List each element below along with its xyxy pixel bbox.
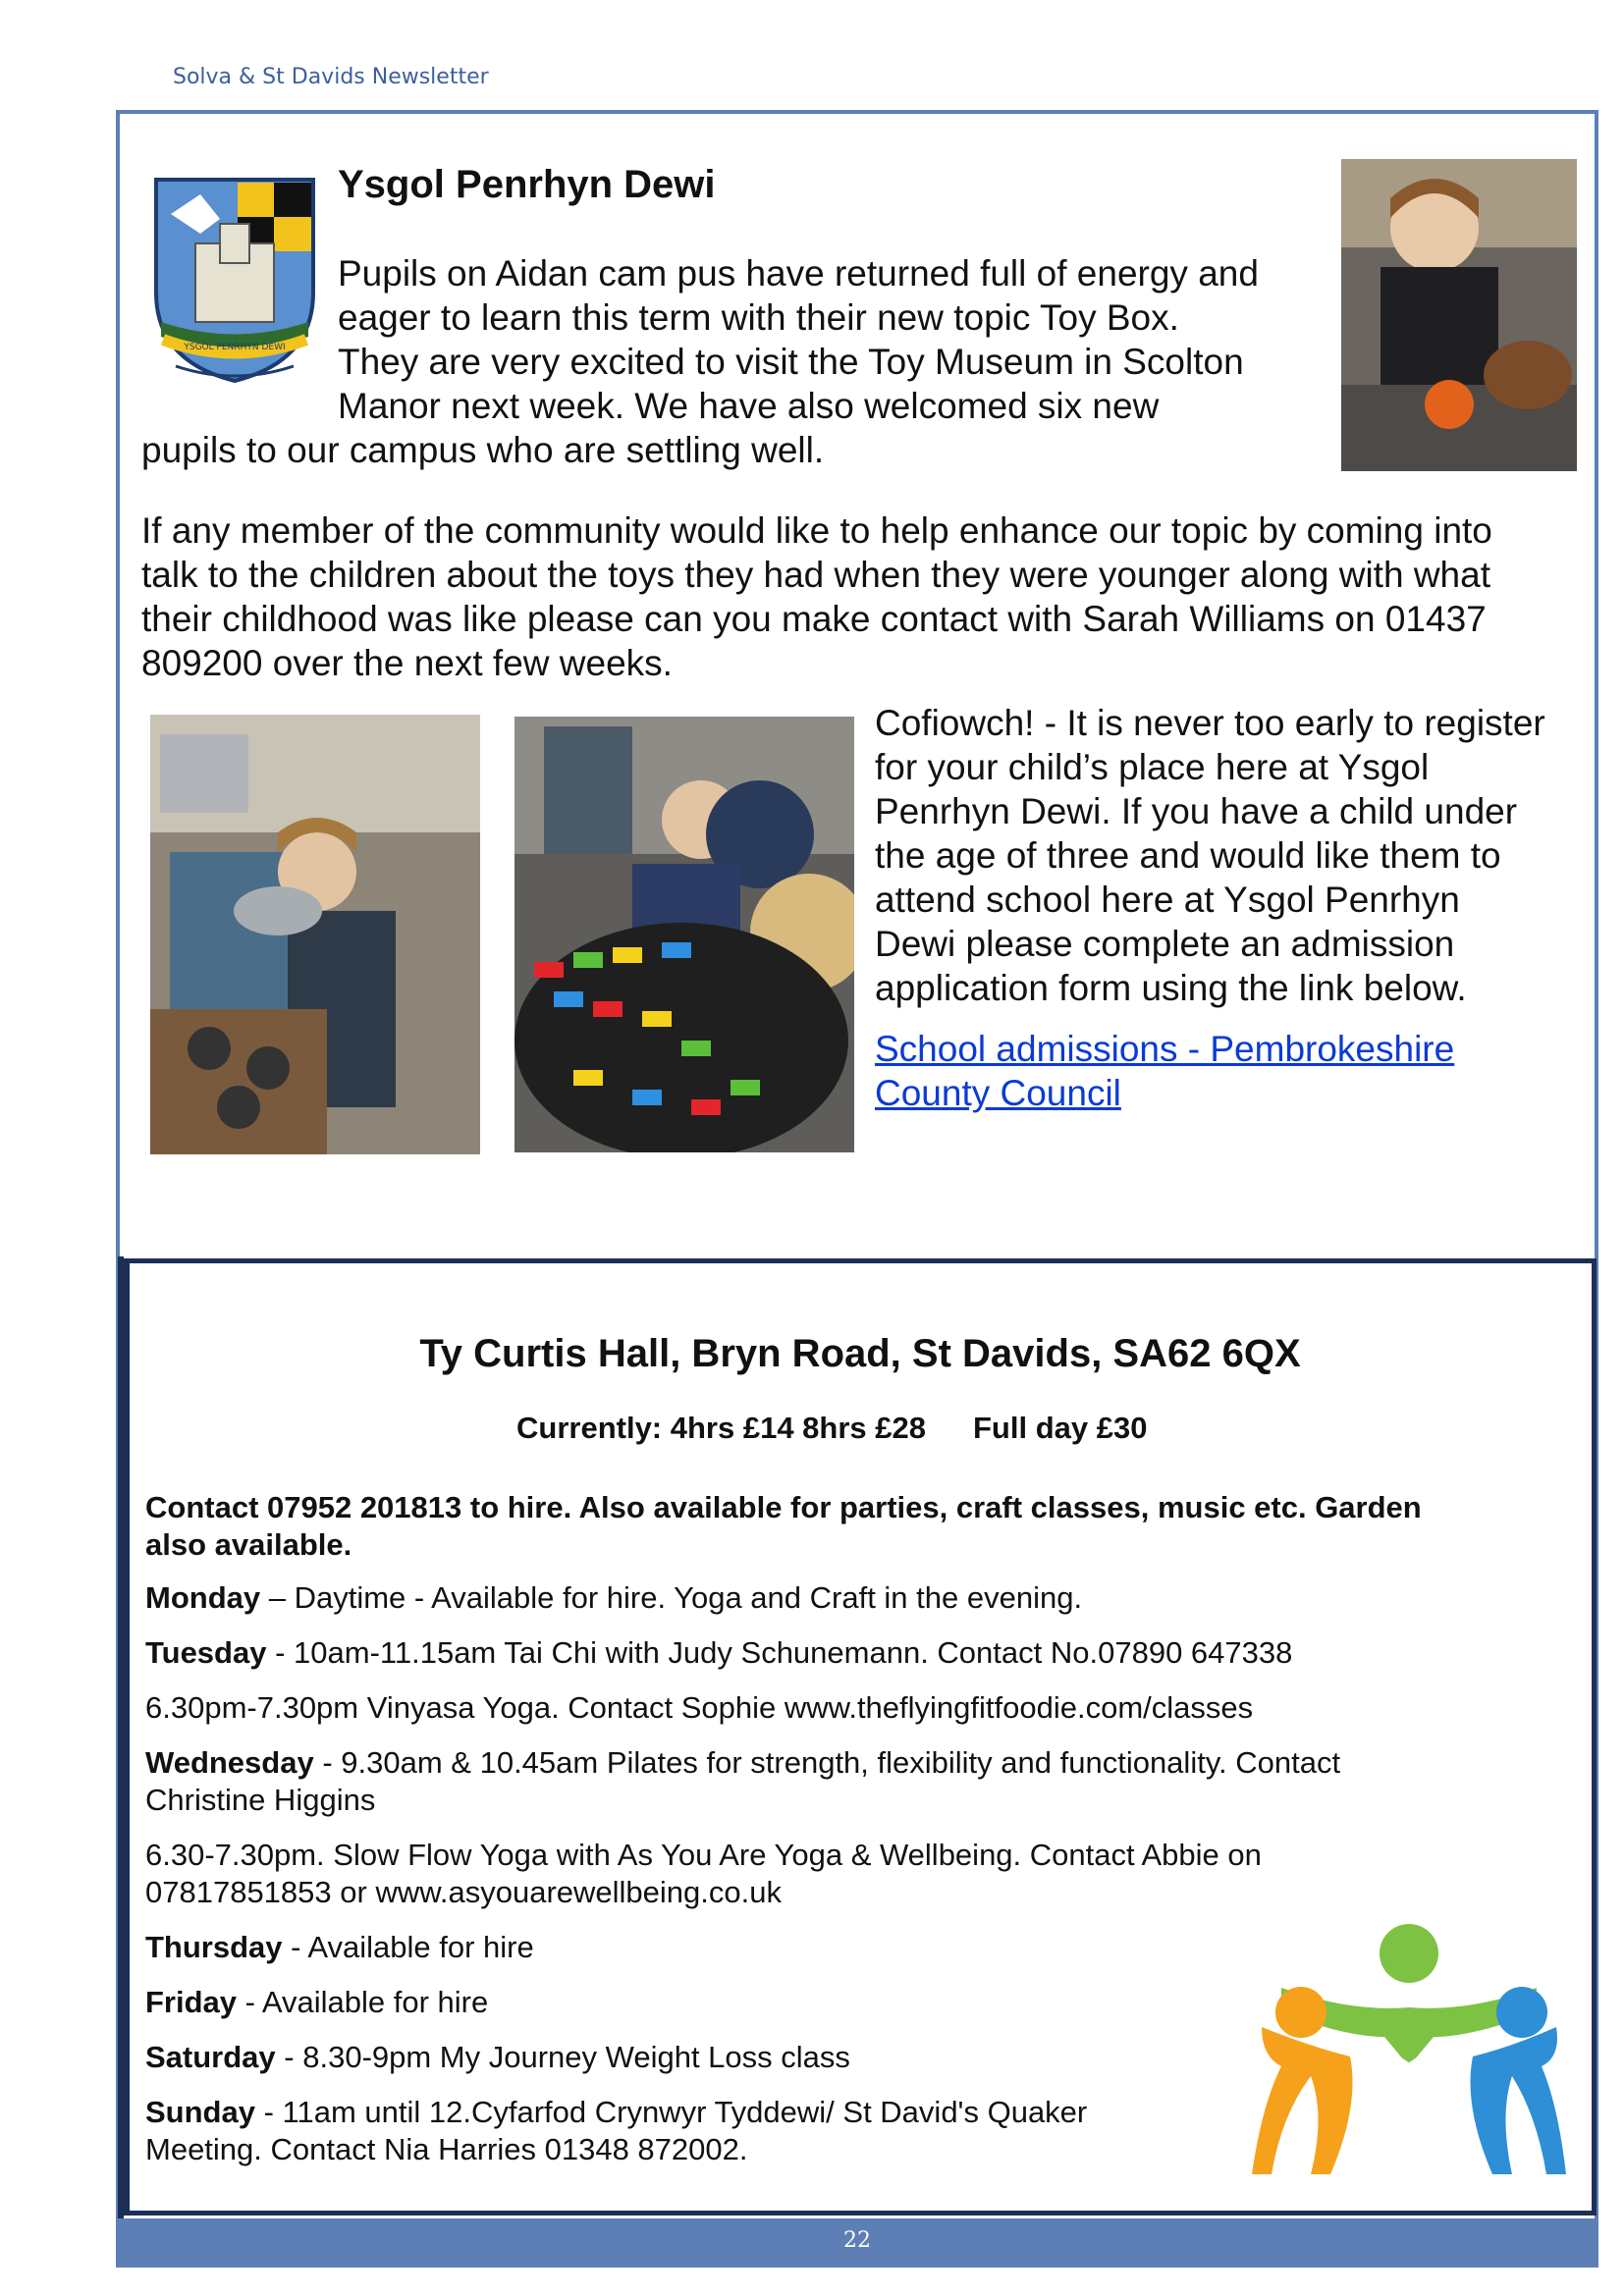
para-line: their childhood was like please can you make contact with Sarah Williams on 01437 <box>141 599 1487 639</box>
day-label: Tuesday <box>145 1635 267 1670</box>
crest-text: YSGOL PENRHYN DEWI <box>184 343 286 352</box>
day-sep: - <box>275 2040 303 2074</box>
intro-line: They are very excited to visit the Toy Museum in Scolton <box>338 342 1244 382</box>
para-line: talk to the children about the toys they had when they were younger along with what <box>141 555 1490 595</box>
frame-left-accent <box>118 1256 124 2248</box>
reminder-line: for your child’s place here at Ysgol <box>875 747 1430 787</box>
contact-line: also available. <box>145 1527 352 1562</box>
register-reminder <box>875 701 1592 1010</box>
day-label: Saturday <box>145 2040 276 2074</box>
rates-label: Currently: 4hrs £14 8hrs £28 <box>516 1411 926 1445</box>
day-sep: - <box>282 1930 308 1964</box>
reminder-line: the age of three and would like them to <box>875 835 1501 876</box>
intro-line: Pupils on Aidan cam pus have returned full of energy and <box>338 253 1259 294</box>
reminder-line: application form using the link below. <box>875 968 1467 1008</box>
school-crest-logo <box>151 175 318 386</box>
schedule-wednesday <box>145 1744 1520 1819</box>
page-number: 22 <box>843 2228 871 2253</box>
schedule-tuesday <box>145 1634 1520 1672</box>
day-text: 11am until 12.Cyfarfod Crynwyr Tyddewi/ St David's Quaker <box>282 2095 1088 2129</box>
schedule-monday <box>145 1579 1520 1617</box>
day-text: 8.30-9pm My Journey Weight Loss class <box>302 2040 850 2074</box>
day-text: Daytime - Available for hire. Yoga and Craft in the evening. <box>294 1580 1083 1615</box>
photo-child-playdough <box>1341 159 1577 471</box>
intro-line: Manor next week. We have also welcomed six new <box>338 386 1160 426</box>
footer-bar <box>116 2218 1598 2268</box>
day-text: 6.30-7.30pm. Slow Flow Yoga with As You Are Yoga & Wellbeing. Contact Abbie on <box>145 1838 1262 1872</box>
running-header: Solva & St Davids Newsletter <box>173 65 489 89</box>
day-label: Wednesday <box>145 1745 314 1780</box>
day-label: Monday <box>145 1580 261 1615</box>
day-sep: – <box>260 1580 295 1615</box>
day-text: Available for hire <box>261 1985 489 2019</box>
community-people-logo <box>1242 1919 1576 2184</box>
link-line[interactable]: County Council <box>875 1073 1121 1113</box>
intro-last-line: pupils to our campus who are settling well. <box>141 430 825 470</box>
para-line: If any member of the community would like to help enhance our topic by coming into <box>141 510 1492 551</box>
reminder-line: Cofiowch! - It is never too early to register <box>875 703 1545 743</box>
day-sep: - <box>254 2095 283 2129</box>
schedule-wednesday-evening <box>145 1837 1520 1911</box>
hall-title: Ty Curtis Hall, Bryn Road, St Davids, SA62 6QX <box>419 1332 1301 1375</box>
day-label: Thursday <box>145 1930 283 1964</box>
community-paragraph <box>141 508 1595 685</box>
hall-contact <box>145 1489 1520 1564</box>
day-text: 9.30am & 10.45am Pilates for strength, flexibility and functionality. Contact <box>341 1745 1341 1780</box>
hall-rates <box>516 1411 1147 1446</box>
day-text: 07817851853 or www.asyouarewellbeing.co.uk <box>145 1875 782 1909</box>
rates-full-day: Full day £30 <box>973 1411 1148 1445</box>
photo-lego-tray <box>514 717 854 1152</box>
day-sep: - <box>313 1745 342 1780</box>
reminder-line: Penrhyn Dewi. If you have a child under <box>875 791 1518 831</box>
day-text: Available for hire <box>307 1930 534 1964</box>
contact-line: Contact 07952 201813 to hire. Also available for parties, craft classes, music etc. Garden <box>145 1490 1422 1524</box>
day-text: 6.30pm-7.30pm Vinyasa Yoga. Contact Sophie www.theflyingfitfoodie.com/classes <box>145 1690 1254 1725</box>
day-sep: - <box>237 1985 262 2019</box>
school-title: Ysgol Penrhyn Dewi <box>338 163 716 206</box>
photo-mud-kitchen <box>150 715 480 1154</box>
para-line: 809200 over the next few weeks. <box>141 643 673 683</box>
day-label: Friday <box>145 1985 238 2019</box>
day-text: Christine Higgins <box>145 1783 376 1817</box>
day-text: 10am-11.15am Tai Chi with Judy Schunemann. Contact No.07890 647338 <box>294 1635 1293 1670</box>
day-text: Meeting. Contact Nia Harries 01348 872002. <box>145 2132 748 2166</box>
reminder-line: Dewi please complete an admission <box>875 924 1455 964</box>
schedule-tuesday-evening <box>145 1689 1520 1727</box>
link-line[interactable]: School admissions - Pembrokeshire <box>875 1029 1455 1069</box>
school-admissions-link[interactable] <box>875 1027 1513 1115</box>
reminder-line: attend school here at Ysgol Penrhyn <box>875 880 1460 920</box>
day-label: Sunday <box>145 2095 255 2129</box>
day-sep: - <box>266 1635 295 1670</box>
school-intro <box>338 251 1418 428</box>
school-section <box>122 116 1595 1255</box>
intro-line: eager to learn this term with their new topic Toy Box. <box>338 297 1179 338</box>
